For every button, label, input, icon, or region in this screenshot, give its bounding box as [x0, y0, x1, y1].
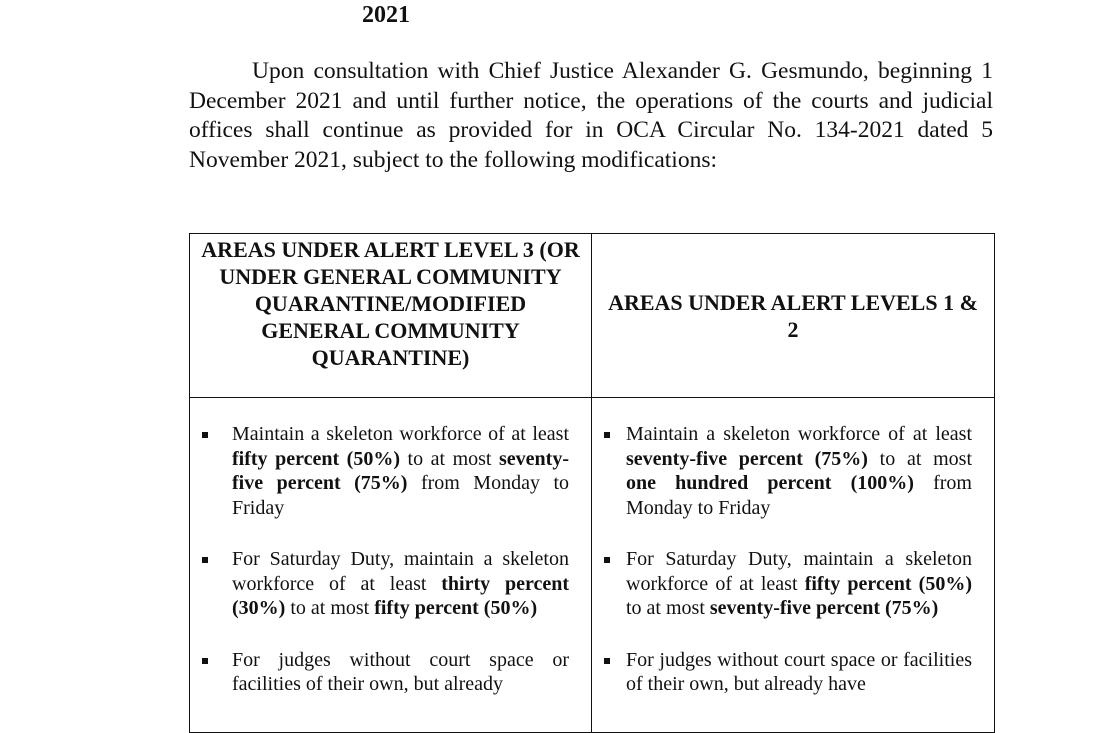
item-text: Maintain a skeleton workforce of at least	[232, 423, 569, 445]
bullet-icon	[604, 557, 610, 563]
list-item	[602, 648, 972, 697]
bold-text: thirty percent (30%)	[232, 572, 569, 619]
bold-text: fifty percent (50%)	[804, 572, 972, 595]
list-item	[202, 648, 569, 697]
item-text: Maintain a skeleton workforce of at least	[626, 423, 972, 445]
header-alert-level-3: AREAS UNDER ALERT LEVEL 3 (OR UNDER GENERAL COMMUNITY QUARANTINE/MODIFIED GENERAL COMMUNITY QUARANTINE)	[190, 234, 592, 398]
item-text: to at most	[285, 597, 375, 619]
item-text: For Saturday Duty, maintain a skeleton workforce of at least	[232, 548, 569, 595]
column-alert-levels-1-2	[592, 398, 994, 732]
header-alert-levels-1-2: AREAS UNDER ALERT LEVELS 1 & 2	[592, 234, 994, 398]
bold-text: seventy-five percent (75%)	[232, 447, 569, 494]
intro-paragraph-text: Upon consultation with Chief Justice Alexander G. Gesmundo, beginning 1 December 2021 and until further notice, the operations of the courts and judicial offices shall continue as provided for in OCA Circular No. 134-2021 dated 5 November 2021, subject to the following modifications:	[189, 58, 993, 173]
item-text: to at most	[399, 447, 500, 470]
list-item	[202, 422, 569, 520]
item-text: to at most	[626, 597, 710, 619]
list-item	[602, 547, 972, 621]
year-heading: 2021	[362, 2, 410, 28]
list-item	[202, 547, 569, 621]
item-text: For judges without court space or facilities of their own, but already	[232, 648, 569, 695]
bold-text: one hundred percent (100%)	[626, 472, 914, 494]
item-text: from Monday to Friday	[626, 472, 972, 519]
alert-levels-1-2-list	[602, 422, 972, 697]
item-text: For Saturday Duty, maintain a skeleton workforce of at least	[626, 548, 972, 595]
alert-level-3-list	[202, 422, 569, 697]
bold-text: seventy-five percent (75%)	[626, 447, 868, 470]
list-item	[602, 422, 972, 520]
bold-text: seventy-five percent (75%)	[709, 597, 939, 619]
bold-text: fifty percent (50%)	[232, 447, 400, 470]
bold-text: fifty percent (50%)	[374, 597, 538, 619]
bullet-icon	[202, 658, 208, 664]
bullet-icon	[604, 658, 610, 664]
intro-paragraph	[189, 57, 993, 175]
bullet-icon	[202, 432, 208, 438]
item-text: For judges without court space or facilities of their own, but already have	[626, 648, 972, 695]
item-text: to at most	[867, 447, 973, 470]
bullet-icon	[202, 557, 208, 563]
item-text: from Monday to Friday	[232, 472, 570, 519]
bullet-icon	[604, 432, 610, 438]
alert-level-table	[189, 233, 995, 733]
column-alert-level-3	[190, 398, 592, 732]
